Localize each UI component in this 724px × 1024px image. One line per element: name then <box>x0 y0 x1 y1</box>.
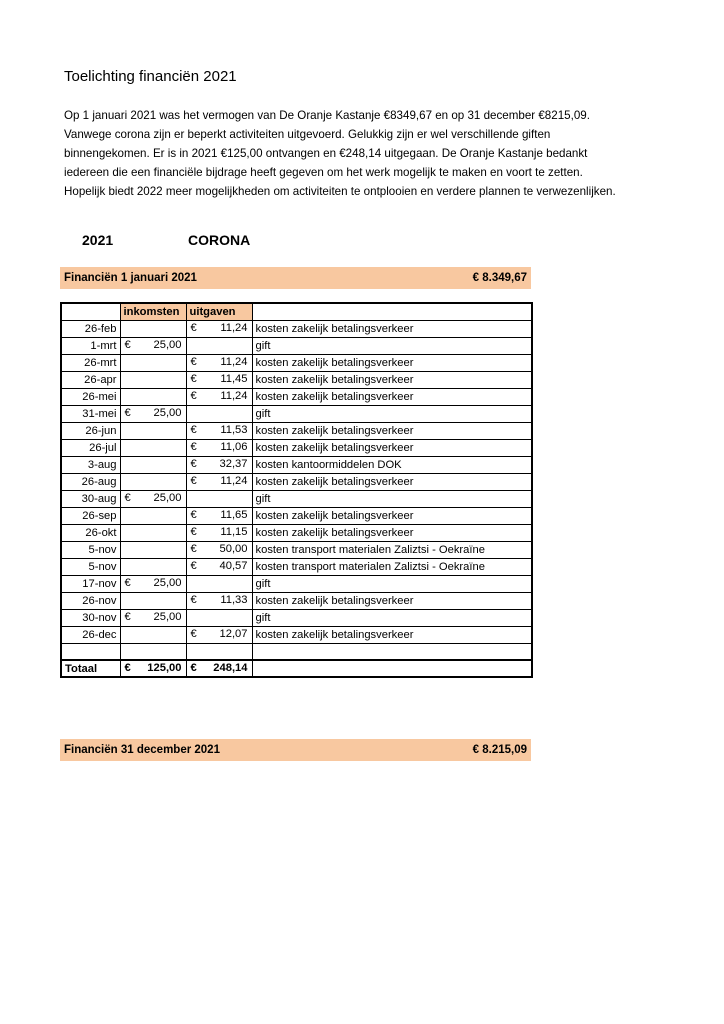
end-balance-amount: € 8.215,09 <box>472 744 527 756</box>
row-expense <box>186 643 252 660</box>
row-expense <box>186 507 252 524</box>
row-description: gift <box>252 490 532 507</box>
currency-symbol: € <box>190 389 197 402</box>
total-expense-amount: 248,14 <box>213 662 248 674</box>
row-expense <box>186 405 252 422</box>
row-expense <box>186 609 252 626</box>
row-income <box>120 439 186 456</box>
row-description: kosten zakelijk betalingsverkeer <box>252 592 532 609</box>
currency-symbol: € <box>190 440 197 453</box>
row-expense-amount: 40,57 <box>219 559 248 572</box>
row-income <box>120 524 186 541</box>
row-income <box>120 422 186 439</box>
row-description: kosten zakelijk betalingsverkeer <box>252 371 532 388</box>
currency-symbol: € <box>190 508 197 521</box>
currency-symbol: € <box>190 525 197 538</box>
row-expense-amount: 12,07 <box>219 627 248 640</box>
row-expense-amount: 11,06 <box>220 440 248 453</box>
row-date: 26-aug <box>61 473 120 490</box>
start-balance-label: Financiën 1 januari 2021 <box>64 272 197 284</box>
currency-symbol: € <box>190 593 197 606</box>
currency-symbol: € <box>124 406 131 419</box>
total-income-amount: 125,00 <box>147 662 182 674</box>
row-income <box>120 456 186 473</box>
currency-symbol: € <box>190 372 197 385</box>
row-description: kosten transport materialen Zaliztsi - Oekraïne <box>252 558 532 575</box>
row-expense <box>186 456 252 473</box>
row-income <box>120 388 186 405</box>
table-row <box>61 354 532 371</box>
row-date: 26-apr <box>61 371 120 388</box>
start-balance-amount: € 8.349,67 <box>472 272 527 284</box>
row-expense <box>186 354 252 371</box>
row-income-amount: 25,00 <box>153 610 182 623</box>
row-income <box>120 354 186 371</box>
row-date: 26-mrt <box>61 354 120 371</box>
row-expense-amount: 11,33 <box>220 593 248 606</box>
row-income-amount: 25,00 <box>153 576 182 589</box>
row-income <box>120 626 186 643</box>
row-expense-amount: 11,24 <box>220 389 248 402</box>
row-expense <box>186 473 252 490</box>
row-description: kosten zakelijk betalingsverkeer <box>252 626 532 643</box>
row-income <box>120 490 186 507</box>
header-income: inkomsten <box>120 303 186 320</box>
row-description: kosten transport materialen Zaliztsi - Oekraïne <box>252 541 532 558</box>
table-row <box>61 524 532 541</box>
total-expense <box>186 660 252 677</box>
row-description: kosten zakelijk betalingsverkeer <box>252 524 532 541</box>
row-expense <box>186 490 252 507</box>
row-expense-amount: 50,00 <box>219 542 248 555</box>
row-description: kosten zakelijk betalingsverkeer <box>252 388 532 405</box>
heading-year: 2021 <box>82 232 114 248</box>
table-row <box>61 439 532 456</box>
table-row <box>61 490 532 507</box>
end-balance-bar <box>60 739 531 761</box>
row-date: 5-nov <box>61 558 120 575</box>
row-expense-amount: 11,45 <box>220 372 248 385</box>
row-income <box>120 320 186 337</box>
row-date: 17-nov <box>61 575 120 592</box>
currency-symbol: € <box>190 542 197 555</box>
row-description: gift <box>252 575 532 592</box>
table-row <box>61 575 532 592</box>
row-description: kosten zakelijk betalingsverkeer <box>252 473 532 490</box>
row-description: kosten kantoormiddelen DOK <box>252 456 532 473</box>
currency-symbol: € <box>190 627 197 640</box>
row-expense <box>186 558 252 575</box>
heading-theme: CORONA <box>188 232 251 248</box>
row-income <box>120 558 186 575</box>
total-label: Totaal <box>61 660 120 677</box>
currency-symbol: € <box>190 474 197 487</box>
table-row <box>61 473 532 490</box>
row-expense-amount: 11,15 <box>220 525 248 538</box>
row-income <box>120 609 186 626</box>
row-expense-amount: 32,37 <box>219 457 248 470</box>
row-income <box>120 541 186 558</box>
row-date: 26-jul <box>61 439 120 456</box>
row-expense <box>186 592 252 609</box>
header-expense: uitgaven <box>186 303 252 320</box>
table-row <box>61 388 532 405</box>
row-date: 26-mei <box>61 388 120 405</box>
row-description: gift <box>252 609 532 626</box>
currency-symbol: € <box>124 576 131 589</box>
currency-symbol: € <box>124 662 131 674</box>
row-expense <box>186 439 252 456</box>
row-date: 1-mrt <box>61 337 120 354</box>
end-balance-label: Financiën 31 december 2021 <box>64 744 220 756</box>
row-date: 3-aug <box>61 456 120 473</box>
table-row <box>61 422 532 439</box>
currency-symbol: € <box>190 355 197 368</box>
row-expense <box>186 388 252 405</box>
row-expense-amount: 11,24 <box>220 355 248 368</box>
row-income <box>120 507 186 524</box>
row-income-amount: 25,00 <box>153 491 182 504</box>
row-date <box>61 643 120 660</box>
table-row <box>61 320 532 337</box>
currency-symbol: € <box>124 610 131 623</box>
row-description: gift <box>252 405 532 422</box>
row-expense <box>186 524 252 541</box>
total-row <box>61 660 532 677</box>
currency-symbol: € <box>124 338 131 351</box>
row-date: 26-feb <box>61 320 120 337</box>
row-date: 26-jun <box>61 422 120 439</box>
row-income <box>120 337 186 354</box>
table-row <box>61 626 532 643</box>
row-date: 26-okt <box>61 524 120 541</box>
table-row <box>61 507 532 524</box>
row-date: 31-mei <box>61 405 120 422</box>
row-expense-amount: 11,24 <box>220 474 248 487</box>
currency-symbol: € <box>190 457 197 470</box>
table-row <box>61 541 532 558</box>
page-title: Toelichting financiën 2021 <box>64 68 237 85</box>
intro-paragraph: Op 1 januari 2021 was het vermogen van De Oranje Kastanje €8349,67 en op 31 december €8215,09. Vanwege corona zijn er beperkt activiteiten uitgevoerd. Gelukkig zijn er wel verschillende giften binnengekomen. Er is in 2021 €125,00 ontvangen en €248,14 uitgegaan. De Oranje Kastanje bedankt iedereen die een financiële bijdrage heeft gegeven om het werk mogelijk te maken en voort te zetten. Hopelijk biedt 2022 meer mogelijkheden om activiteiten te ontplooien en verdere plannen te verwezenlijken. <box>64 109 616 198</box>
ledger-header-row <box>61 303 532 320</box>
start-balance-bar <box>60 267 531 289</box>
row-income-amount: 25,00 <box>153 338 182 351</box>
row-income <box>120 371 186 388</box>
row-expense <box>186 320 252 337</box>
currency-symbol: € <box>190 321 197 334</box>
row-expense-amount: 11,53 <box>220 423 248 436</box>
row-description: gift <box>252 337 532 354</box>
row-description: kosten zakelijk betalingsverkeer <box>252 507 532 524</box>
table-row <box>61 456 532 473</box>
row-description: kosten zakelijk betalingsverkeer <box>252 422 532 439</box>
row-expense <box>186 371 252 388</box>
currency-symbol: € <box>190 423 197 436</box>
table-row <box>61 405 532 422</box>
row-date: 5-nov <box>61 541 120 558</box>
row-expense <box>186 541 252 558</box>
row-income <box>120 575 186 592</box>
currency-symbol: € <box>190 559 197 572</box>
row-expense-amount: 11,24 <box>220 321 248 334</box>
row-date: 30-aug <box>61 490 120 507</box>
row-description <box>252 643 532 660</box>
row-income <box>120 592 186 609</box>
row-income <box>120 473 186 490</box>
row-expense <box>186 337 252 354</box>
total-desc-cell <box>252 660 532 677</box>
table-row <box>61 371 532 388</box>
table-row <box>61 592 532 609</box>
header-date-cell <box>61 303 120 320</box>
row-date: 30-nov <box>61 609 120 626</box>
total-income <box>120 660 186 677</box>
table-row <box>61 558 532 575</box>
row-description: kosten zakelijk betalingsverkeer <box>252 439 532 456</box>
ledger-table <box>60 302 533 678</box>
row-expense <box>186 626 252 643</box>
row-expense-amount: 11,65 <box>220 508 248 521</box>
row-description: kosten zakelijk betalingsverkeer <box>252 320 532 337</box>
row-description: kosten zakelijk betalingsverkeer <box>252 354 532 371</box>
row-income <box>120 405 186 422</box>
currency-symbol: € <box>124 491 131 504</box>
row-income <box>120 643 186 660</box>
currency-symbol: € <box>190 662 197 674</box>
row-expense <box>186 575 252 592</box>
row-date: 26-sep <box>61 507 120 524</box>
row-expense <box>186 422 252 439</box>
header-desc-cell <box>252 303 532 320</box>
table-row <box>61 609 532 626</box>
row-income-amount: 25,00 <box>153 406 182 419</box>
row-date: 26-nov <box>61 592 120 609</box>
table-row <box>61 337 532 354</box>
table-row <box>61 643 532 660</box>
row-date: 26-dec <box>61 626 120 643</box>
